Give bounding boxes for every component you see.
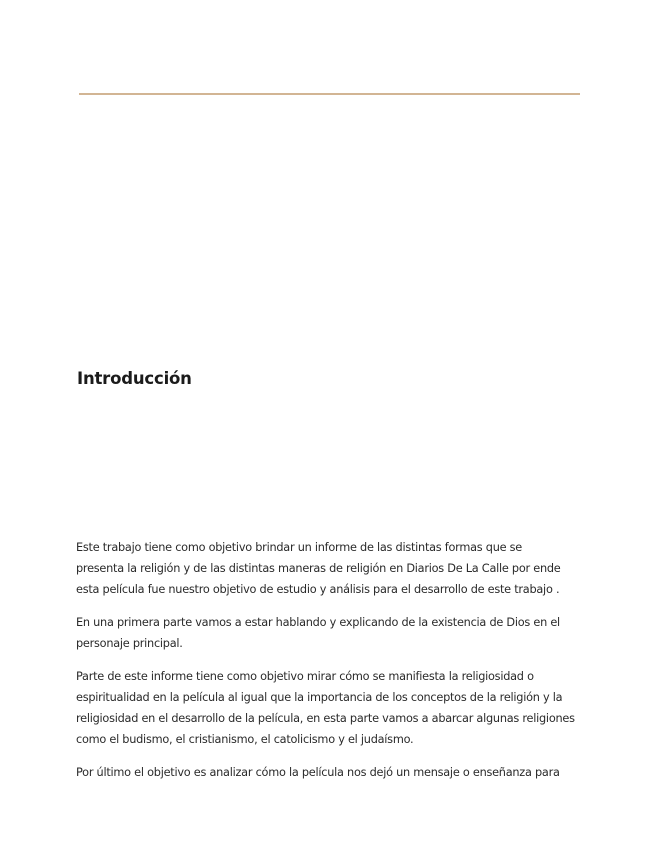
text-line: religiosidad en el desarrollo de la película, en esta parte vamos a abarcar algunas religiones (76, 712, 575, 725)
header-rule (79, 93, 580, 95)
text-line: Por último el objetivo es analizar cómo la película nos dejó un mensaje o enseñanza para (76, 766, 560, 779)
text-line: presenta la religión y de las distintas maneras de religión en Diarios De La Calle por ende (76, 562, 561, 575)
text-line: personaje principal. (76, 637, 183, 650)
text-line: esta película fue nuestro objetivo de estudio y análisis para el desarrollo de este trabajo . (76, 583, 560, 596)
paragraph (76, 537, 586, 600)
text-line: Este trabajo tiene como objetivo brindar un informe de las distintas formas que se (76, 541, 522, 554)
text-line: espiritualidad en la película al igual que la importancia de los conceptos de la religión y la (76, 691, 563, 704)
paragraph (76, 612, 586, 654)
body-text (76, 537, 586, 795)
text-line: como el budismo, el cristianismo, el catolicismo y el judaísmo. (76, 733, 414, 746)
paragraph (76, 666, 586, 750)
text-line: Parte de este informe tiene como objetivo mirar cómo se manifiesta la religiosidad o (76, 670, 534, 683)
paragraph (76, 762, 586, 783)
text-line: En una primera parte vamos a estar hablando y explicando de la existencia de Dios en el (76, 616, 560, 629)
section-heading: Introducción (77, 369, 192, 388)
